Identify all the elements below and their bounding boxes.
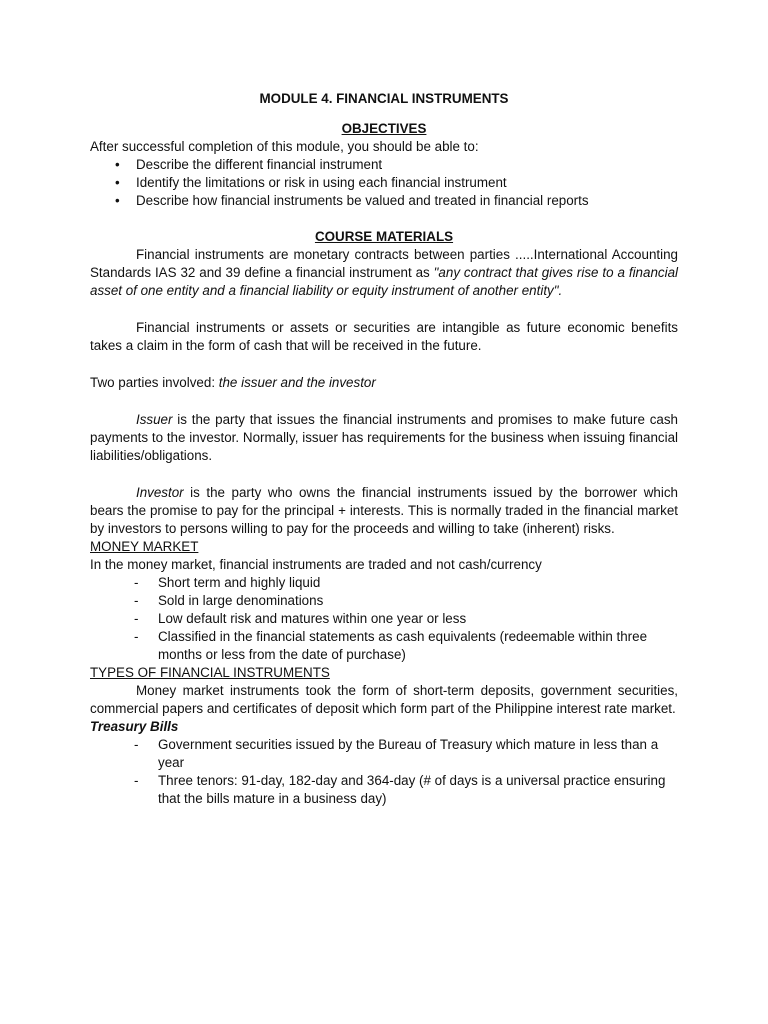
page-title: MODULE 4. FINANCIAL INSTRUMENTS (259, 91, 509, 106)
types-heading: TYPES OF FINANCIAL INSTRUMENTS (90, 665, 330, 680)
money-market-item: - Classified in the financial statements as cash equivalents (redeemable within three months or less from the date of purchase) (158, 628, 678, 664)
objective-item: • Identify the limitations or risk in using each financial instrument (136, 174, 678, 192)
money-market-list (90, 574, 678, 664)
types-paragraph: Money market instruments took the form of short-term deposits, government securities, commercial papers and certificates of deposit which form part of the Philippine interest rate market. (90, 683, 678, 716)
document-page (90, 90, 678, 808)
money-market-item: - Sold in large denominations (158, 592, 678, 610)
objectives-heading: OBJECTIVES (341, 121, 427, 136)
course-materials-para2: Financial instruments or assets or securities are intangible as future economic benefits takes a claim in the form of cash that will be received in the future. (90, 320, 678, 353)
course-materials-para1 (90, 246, 678, 300)
para1-quote: "any contract that gives rise to a financial asset of one entity and a financial liability or equity instrument of another entity". (90, 265, 678, 298)
investor-paragraph (90, 484, 678, 538)
treasury-bills-heading: Treasury Bills (90, 719, 179, 734)
money-market-item: - Low default risk and matures within one year or less (158, 610, 678, 628)
objectives-list (90, 156, 678, 210)
para1-text: Financial instruments are monetary contracts between parties .....International Accounting Standards IAS 32 and 39 define a financial instrument as (90, 247, 678, 280)
course-materials-heading: COURSE MATERIALS (314, 229, 454, 244)
money-market-intro: In the money market, financial instruments are traded and not cash/currency (90, 557, 542, 572)
objective-item: • Describe how financial instruments be valued and treated in financial reports (136, 192, 678, 210)
money-market-heading: MONEY MARKET (90, 539, 199, 554)
investor-text: is the party who owns the financial instruments issued by the borrower which bears the promise to pay for the principal + interests. This is normally traded in the financial market by investors to persons willing to pay for the proceeds and willing to take (inherent) risks. (90, 485, 678, 536)
issuer-text: is the party that issues the financial instruments and promises to make future cash payments to the investor. Normally, issuer has requirements for the business when issuing financial liabilities/obligations. (90, 412, 678, 463)
objectives-intro: After successful completion of this module, you should be able to: (90, 139, 479, 154)
issuer-paragraph (90, 411, 678, 465)
parties-text: the issuer and the investor (218, 375, 376, 390)
treasury-bills-item: - Three tenors: 91-day, 182-day and 364-day (# of days is a universal practice ensuring that the bills mature in a business day) (158, 772, 678, 808)
issuer-term: Issuer (136, 412, 173, 427)
treasury-bills-list (90, 736, 678, 808)
parties-label: Two parties involved: (90, 375, 219, 390)
treasury-bills-item: - Government securities issued by the Bureau of Treasury which mature in less than a year (158, 736, 678, 772)
investor-term: Investor (136, 485, 184, 500)
money-market-item: - Short term and highly liquid (158, 574, 678, 592)
objective-item: • Describe the different financial instrument (136, 156, 678, 174)
parties-line (90, 374, 678, 392)
